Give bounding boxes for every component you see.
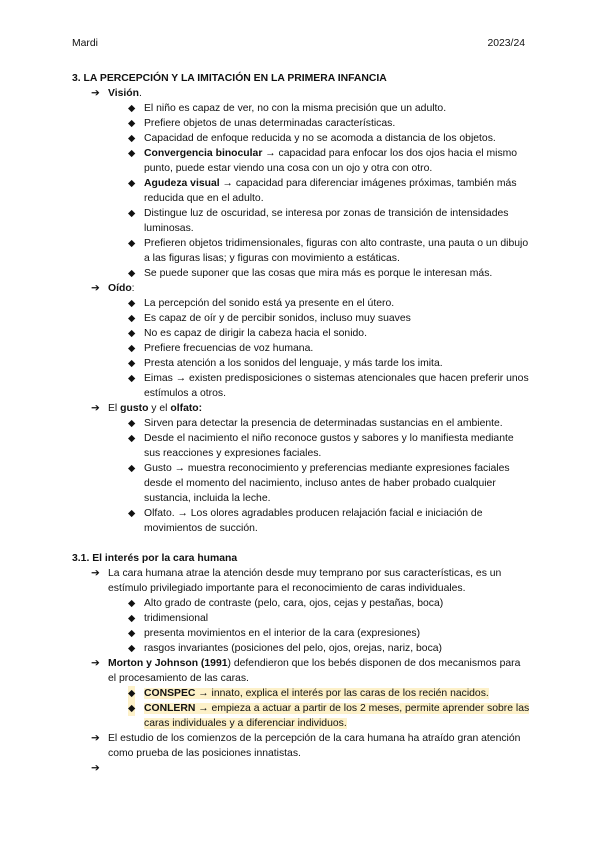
arrow-icon: ➔ [91,403,100,414]
list-item: ◆ presenta movimientos en el interior de la cara (expresiones) [128,628,421,639]
diamond-bullet-icon: ◆ [128,508,136,519]
list-item: ◆ Capacidad de enfoque reducida y no se acomoda a distancia de los objetos. [128,133,496,144]
list-item: ◆ La percepción del sonido está ya presente en el útero. [128,298,395,309]
list-item: ◆ Prefiere frecuencias de voz humana. [128,343,314,354]
arrow-icon: ➔ [91,733,100,744]
list-item: ◆ Convergencia binocular → capacidad para enfocar los dos ojos hacia el mismo punto, puede estar viendo una cosa con un ojo y otra con otro. [128,148,518,174]
list-item: ◆ Eimas → existen predisposiciones o sistemas atencionales que hacen preferir unos estímulos a otros. [128,373,529,399]
diamond-bullet-icon: ◆ [128,373,136,384]
list-item: ◆ Desde el nacimiento el niño reconoce gustos y sabores y lo manifiesta mediante sus reacciones y expresiones faciales. [128,433,514,459]
arrow-icon: ➔ [91,283,100,294]
arrow-icon: ➔ [91,568,100,579]
diamond-bullet-icon: ◆ [128,418,136,429]
list-item: ◆ Gusto → muestra reconocimiento y preferencias mediante expresiones faciales desde el momento del nacimiento, incluso antes de haber probado cualquier sustancia, incluida la leche. [128,463,510,504]
list-item: ◆ Presta atención a los sonidos del lenguaje, y más tarde los imita. [128,358,443,369]
diamond-bullet-icon: ◆ [128,103,136,114]
list-item: ◆ Agudeza visual → capacidad para diferenciar imágenes próximas, también más reducida que en el adulto. [128,178,517,204]
list-item: ◆ Distingue luz de oscuridad, se interesa por zonas de transición de intensidades luminosas. [128,208,509,234]
header-year: 2023/24 [487,38,525,49]
paragraph: ➔ El estudio de los comienzos de la percepción de la cara humana ha atraído gran atención como prueba de las posiciones innatistas. [91,733,521,759]
gusto-olfato-heading: ➔ El gusto y el olfato: [91,403,203,414]
list-item: ◆ Prefiere objetos de unas determinadas características. [128,118,396,129]
list-item: ◆ Prefieren objetos tridimensionales, figuras con alto contraste, una pauta o un dibujo a las figuras lisas; y figuras con movimiento a estáticas. [128,238,529,264]
section-3-title: 3. LA PERCEPCIÓN Y LA IMITACIÓN EN LA PRIMERA INFANCIA [72,73,387,84]
diamond-bullet-icon: ◆ [128,118,136,129]
diamond-bullet-icon: ◆ [128,688,136,699]
list-item: ◆ Olfato. → Los olores agradables producen relajación facial e iniciación de movimientos de succión. [128,508,483,534]
vision-heading: ➔ Visión. [91,88,142,99]
paragraph: ➔ La cara humana atrae la atención desde muy temprano por sus características, es un estímulo privilegiado importante para el reconocimiento de caras individuales. [91,568,502,594]
diamond-bullet-icon: ◆ [128,343,136,354]
paragraph: ➔ Morton y Johnson (1991) defendieron que los bebés disponen de dos mecanismos para el procesamiento de las caras. [91,658,521,684]
diamond-bullet-icon: ◆ [128,643,136,654]
diamond-bullet-icon: ◆ [128,298,136,309]
diamond-bullet-icon: ◆ [128,148,136,159]
arrow-icon: ➔ [91,88,100,99]
diamond-bullet-icon: ◆ [128,178,136,189]
diamond-bullet-icon: ◆ [128,598,136,609]
list-item: ◆ Sirven para detectar la presencia de determinadas sustancias en el ambiente. [128,418,503,429]
list-item-highlighted: ◆ CONLERN → empieza a actuar a partir de los 2 meses, permite aprender sobre las caras individuales y a diferenciar individuos. [128,703,530,729]
diamond-bullet-icon: ◆ [128,328,136,339]
oido-heading: ➔ Oído: [91,283,135,294]
list-item: ◆ El niño es capaz de ver, no con la misma precisión que un adulto. [128,103,447,114]
list-item: ◆ rasgos invariantes (posiciones del pelo, ojos, orejas, nariz, boca) [128,643,443,654]
header-author: Mardi [72,38,98,49]
oido-label: Oído [108,283,132,294]
list-item: ◆ Es capaz de oír y de percibir sonidos, incluso muy suaves [128,313,411,324]
section-3-1-title: 3.1. El interés por la cara humana [72,553,238,564]
arrow-icon: ➔ [91,763,100,774]
list-item: ◆ Se puede suponer que las cosas que mira más es porque le interesan más. [128,268,493,279]
list-item-highlighted: ◆ CONSPEC → innato, explica el interés por las caras de los recién nacidos. [128,688,489,699]
diamond-bullet-icon: ◆ [128,613,136,624]
list-item: ◆ tridimensional [128,613,209,624]
diamond-bullet-icon: ◆ [128,358,136,369]
diamond-bullet-icon: ◆ [128,463,136,474]
page-header [72,38,525,49]
diamond-bullet-icon: ◆ [128,238,136,249]
arrow-icon: ➔ [91,658,100,669]
diamond-bullet-icon: ◆ [128,268,136,279]
list-item: ◆ Alto grado de contraste (pelo, cara, ojos, cejas y pestañas, boca) [128,598,444,609]
list-item: ◆ No es capaz de dirigir la cabeza hacia el sonido. [128,328,367,339]
diamond-bullet-icon: ◆ [128,703,136,714]
diamond-bullet-icon: ◆ [128,433,136,444]
diamond-bullet-icon: ◆ [128,208,136,219]
diamond-bullet-icon: ◆ [128,313,136,324]
diamond-bullet-icon: ◆ [128,133,136,144]
document-body [72,71,530,774]
vision-label: Visión [108,88,139,99]
diamond-bullet-icon: ◆ [128,628,136,639]
